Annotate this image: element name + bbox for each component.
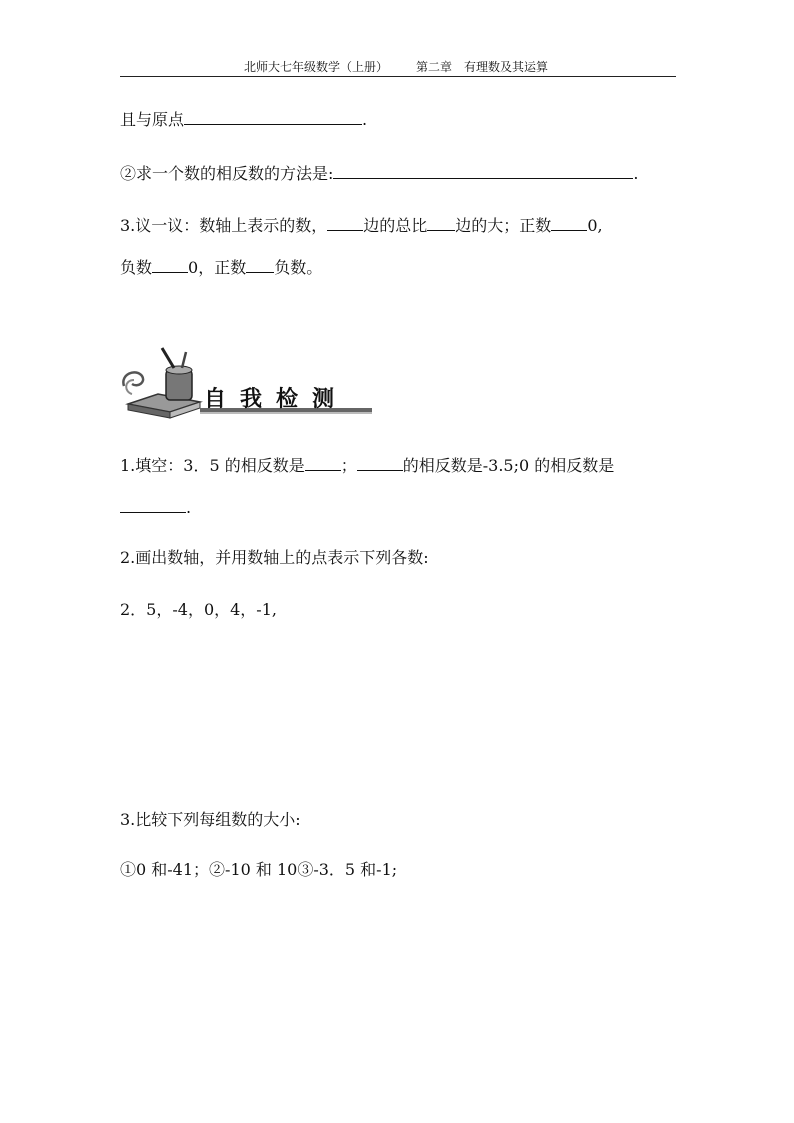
q3-part-g: 负数。 (274, 258, 323, 277)
q3-part-f: 0，正数 (188, 258, 247, 277)
question-3-discuss-cont (120, 256, 322, 278)
q3-part-a: 3.议一议：数轴上表示的数， (120, 216, 328, 235)
ex1-end: . (186, 498, 192, 517)
page-header (120, 58, 676, 77)
q3-part-c: 边的大；正数 (455, 216, 552, 235)
q3-part-e: 负数 (120, 258, 153, 277)
answer-blank (427, 214, 455, 231)
answer-blank (305, 454, 341, 471)
answer-blank (333, 162, 633, 179)
fill-line-2 (120, 162, 639, 184)
header-chapter-title: 第二章 有理数及其运算 (416, 60, 549, 74)
answer-blank (184, 108, 362, 125)
answer-blank (120, 496, 186, 513)
question-3-discuss (120, 214, 603, 236)
self-test-title: 自我检测 (204, 387, 349, 412)
self-test-banner (118, 346, 374, 422)
line2-end: . (633, 164, 639, 183)
answer-blank (246, 256, 274, 273)
exercise-3-items: ①0 和-41；②-10 和 10③-3．5 和-1; (120, 860, 398, 879)
q3-part-d: 0, (587, 216, 603, 235)
q3-part-b: 边的总比 (363, 216, 428, 235)
answer-blank (551, 214, 587, 231)
line1-text: 且与原点 (120, 110, 185, 129)
answer-blank (152, 256, 188, 273)
ex1-part-a: 1.填空：3．5 的相反数是 (120, 456, 305, 475)
answer-blank (327, 214, 363, 231)
exercise-1-cont (120, 496, 191, 518)
exercise-3: 3.比较下列每组数的大小: (120, 810, 301, 829)
exercise-1 (120, 454, 614, 476)
ex1-part-b: ； (340, 456, 357, 475)
line2-text: ②求一个数的相反数的方法是: (120, 164, 334, 183)
fill-line-1 (120, 108, 367, 130)
exercise-2: 2.画出数轴，并用数轴上的点表示下列各数: (120, 548, 429, 567)
answer-blank (357, 454, 403, 471)
ex1-part-c: 的相反数是-3.5;0 的相反数是 (402, 456, 615, 475)
header-book-title: 北师大七年级数学（上册） (244, 60, 389, 74)
exercise-2-numbers: 2．5，-4，0，4，-1, (120, 600, 277, 619)
line1-end: . (362, 110, 368, 129)
